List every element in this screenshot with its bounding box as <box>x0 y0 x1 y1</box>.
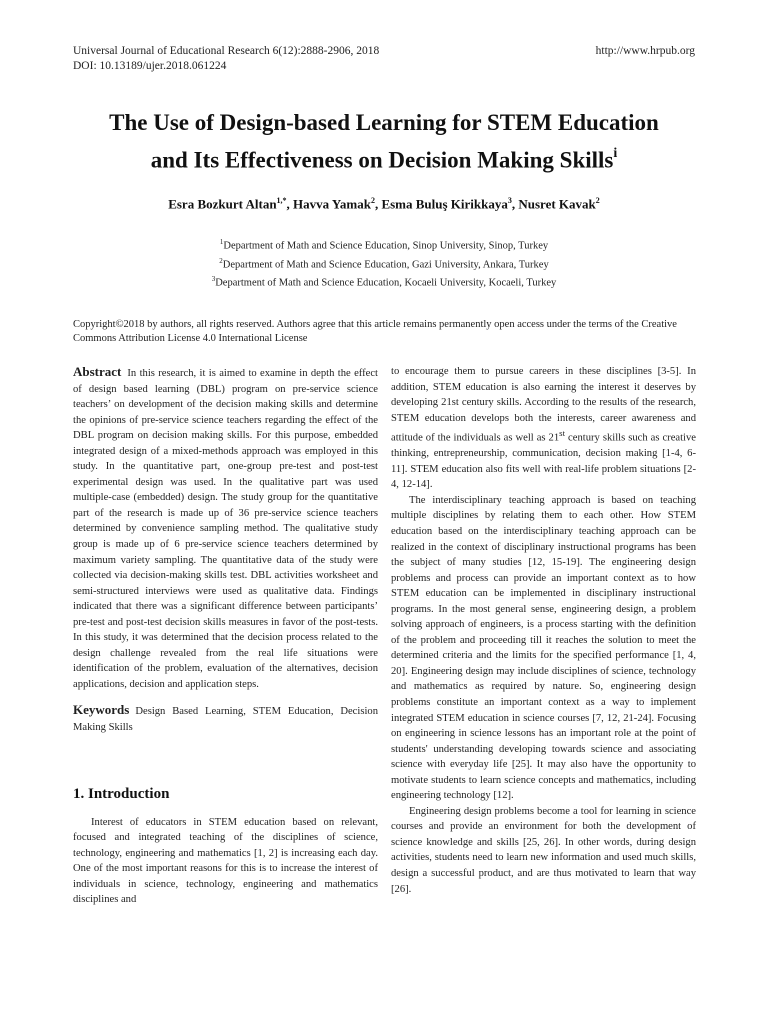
abstract-text: In this research, it is aimed to examine in depth the effect of design based learning (DBL) program on pre-service science teachers’ on development of the decision making skills and determine the opinions of pre-service science teachers regarding the effect of the DBL program on decision making skills. For this purpose, embedded integrated design of a mixed-methods approach was employed in this study. In the quantitative part, one-group pre-test and post-test experimental design was used. In the qualitative part was used multiple-case (embedded) design. The study group for the quantitative part of the research is made up of 36 pre-service science teachers determined by convenience sampling method. The qualitative study group is made up of 6 pre-service science teachers determined by maximum variety sampling. The quantitative data of the study were collected via decision-making skills test. DBL activities worksheet and semi-structured interviews were used as qualitative data. Findings indicated that there was a significant difference between participants’ pre-test and post-test decision skills measures in favor of the post-tests. In this study, it was determined that the decision process related to the design challenge revealed from the real life situations were identification of the problem, evaluation of the alternatives, decision applications, decision and application steps. <box>73 368 378 690</box>
body-paragraph: Engineering design problems become a tool for learning in science courses and provide an environment for both the development of science knowledge and skills [25, 26]. In other words, during design activities, students need to learn new information and used much skills, design a successful product, and are thus motivated to learn that way [26]. <box>391 805 696 895</box>
author-affil-mark: 1,* <box>276 196 287 205</box>
journal-url[interactable]: http://www.hrpub.org <box>595 45 695 57</box>
right-column <box>391 364 696 897</box>
affiliation-mark: 1 <box>219 238 224 246</box>
author-name: Esra Bozkurt Altan <box>168 196 277 212</box>
abstract-heading: Abstract <box>73 364 122 379</box>
author-affil-mark: 2 <box>370 196 375 205</box>
author-list: Esra Bozkurt Altan$^{1,*}$, Havva Yamak$^2$, Esma Buluş Kirikkaya$^3$, Nusret Kavak$^2$ <box>168 196 600 212</box>
affiliation <box>60 235 708 254</box>
superscript: st <box>559 428 566 439</box>
keywords-heading: Keywords <box>73 702 130 718</box>
doi: DOI: 10.13189/ujer.2018.061224 <box>73 60 227 72</box>
journal-citation: Universal Journal of Educational Research 6(12):2888-2906, 2018 <box>73 45 380 57</box>
body-text: to encourage them to pursue careers in these disciplines [3-5]. In addition, STEM education is also earning the interest it deserves by developing 21st century skills. According to the results of the research, STEM education develops both the interests, career awareness and attitude of the individuals as well as 21 <box>391 366 696 444</box>
title-footnote-mark[interactable]: i <box>613 146 618 161</box>
affiliation-mark: 2 <box>219 256 223 265</box>
affiliation-text: Department of Math and Science Education, Kocaeli University, Kocaeli, Turkey <box>215 277 557 289</box>
section-heading-introduction: 1. Introduction <box>73 785 170 802</box>
author-name: Nusret Kavak <box>518 196 596 212</box>
author-affil-mark: 2 <box>595 196 600 205</box>
affiliation-text: Department of Math and Science Education, Gazi University, Ankara, Turkey <box>222 259 549 270</box>
affiliation-mark: 3 <box>211 275 216 283</box>
paper-title <box>60 106 708 177</box>
affiliations <box>60 235 708 291</box>
title-line-2-text: and Its Effectiveness on Decision Making Skills <box>150 147 614 173</box>
abstract <box>73 364 378 692</box>
body-paragraph <box>391 364 696 493</box>
author-name: Havva Yamak <box>293 196 371 212</box>
author-name: Esma Buluş Kirikkaya <box>381 196 508 212</box>
author-affil-mark: 3 <box>507 196 512 205</box>
keywords-text: Design Based Learning, STEM Education, Decision Making Skills <box>73 706 378 734</box>
affiliation <box>60 272 708 291</box>
keywords <box>73 702 378 735</box>
title-line-1: The Use of Design-based Learning for STEM Education <box>109 110 659 135</box>
introduction-paragraph: Interest of educators in STEM education based on relevant, focused and integrated teaching of the disciplines of science, technology, engineering and mathematics [1, 2] is increasing each day. One of the most important reasons for this is to increase the interest of individuals in science, technology, engineering and mathematics disciplines and <box>73 816 378 906</box>
left-column <box>73 364 378 908</box>
title-line-2 <box>60 139 708 177</box>
body-text: century skills such as creative thinking, entrepreneurship, communication, decision making [1-4, 6-11]. STEM education also fits well with real-life problem situations [2-4, 12-14]. <box>391 432 696 491</box>
affiliation-text: Department of Math and Science Education, Sinop University, Sinop, Turkey <box>223 240 549 252</box>
affiliation <box>60 254 708 273</box>
copyright-notice: Copyright©2018 by authors, all rights reserved. Authors agree that this article remains permanently open access under the terms of the Creative Commons Attribution License 4.0 International License <box>73 319 677 344</box>
body-paragraph: The interdisciplinary teaching approach is based on teaching multiple disciplines by relating them to each other. How STEM education based on the interdisciplinary teaching approach can be realized in the context of disciplinary instructional programs has been the subject of many studies [12, 15-19]. The engineering design problems and process can provide an important context as to how STEM education can be implemented in disciplinary instructional programs. In the most general sense, engineering design, a problem solving approach of engineers, is a process starting with the definition of the problem and proceeding till it reaches the solution to meet the determined criteria and the limits for the specified performance [1, 4, 20]. Engineering design may include disciplines of science, technology and mathematics as required by nature. So, engineering design problems constitute an important context as a way to implement integrated STEM education in science courses [7, 12, 21-24]. Focusing on engineering in science lessons has an important role at the point of students' understanding developing towards science and associating science with everyday life [25]. It may also have the opportunity to motivate students to learn science concepts and mathematics, including engineering technology [12]. <box>391 494 696 802</box>
